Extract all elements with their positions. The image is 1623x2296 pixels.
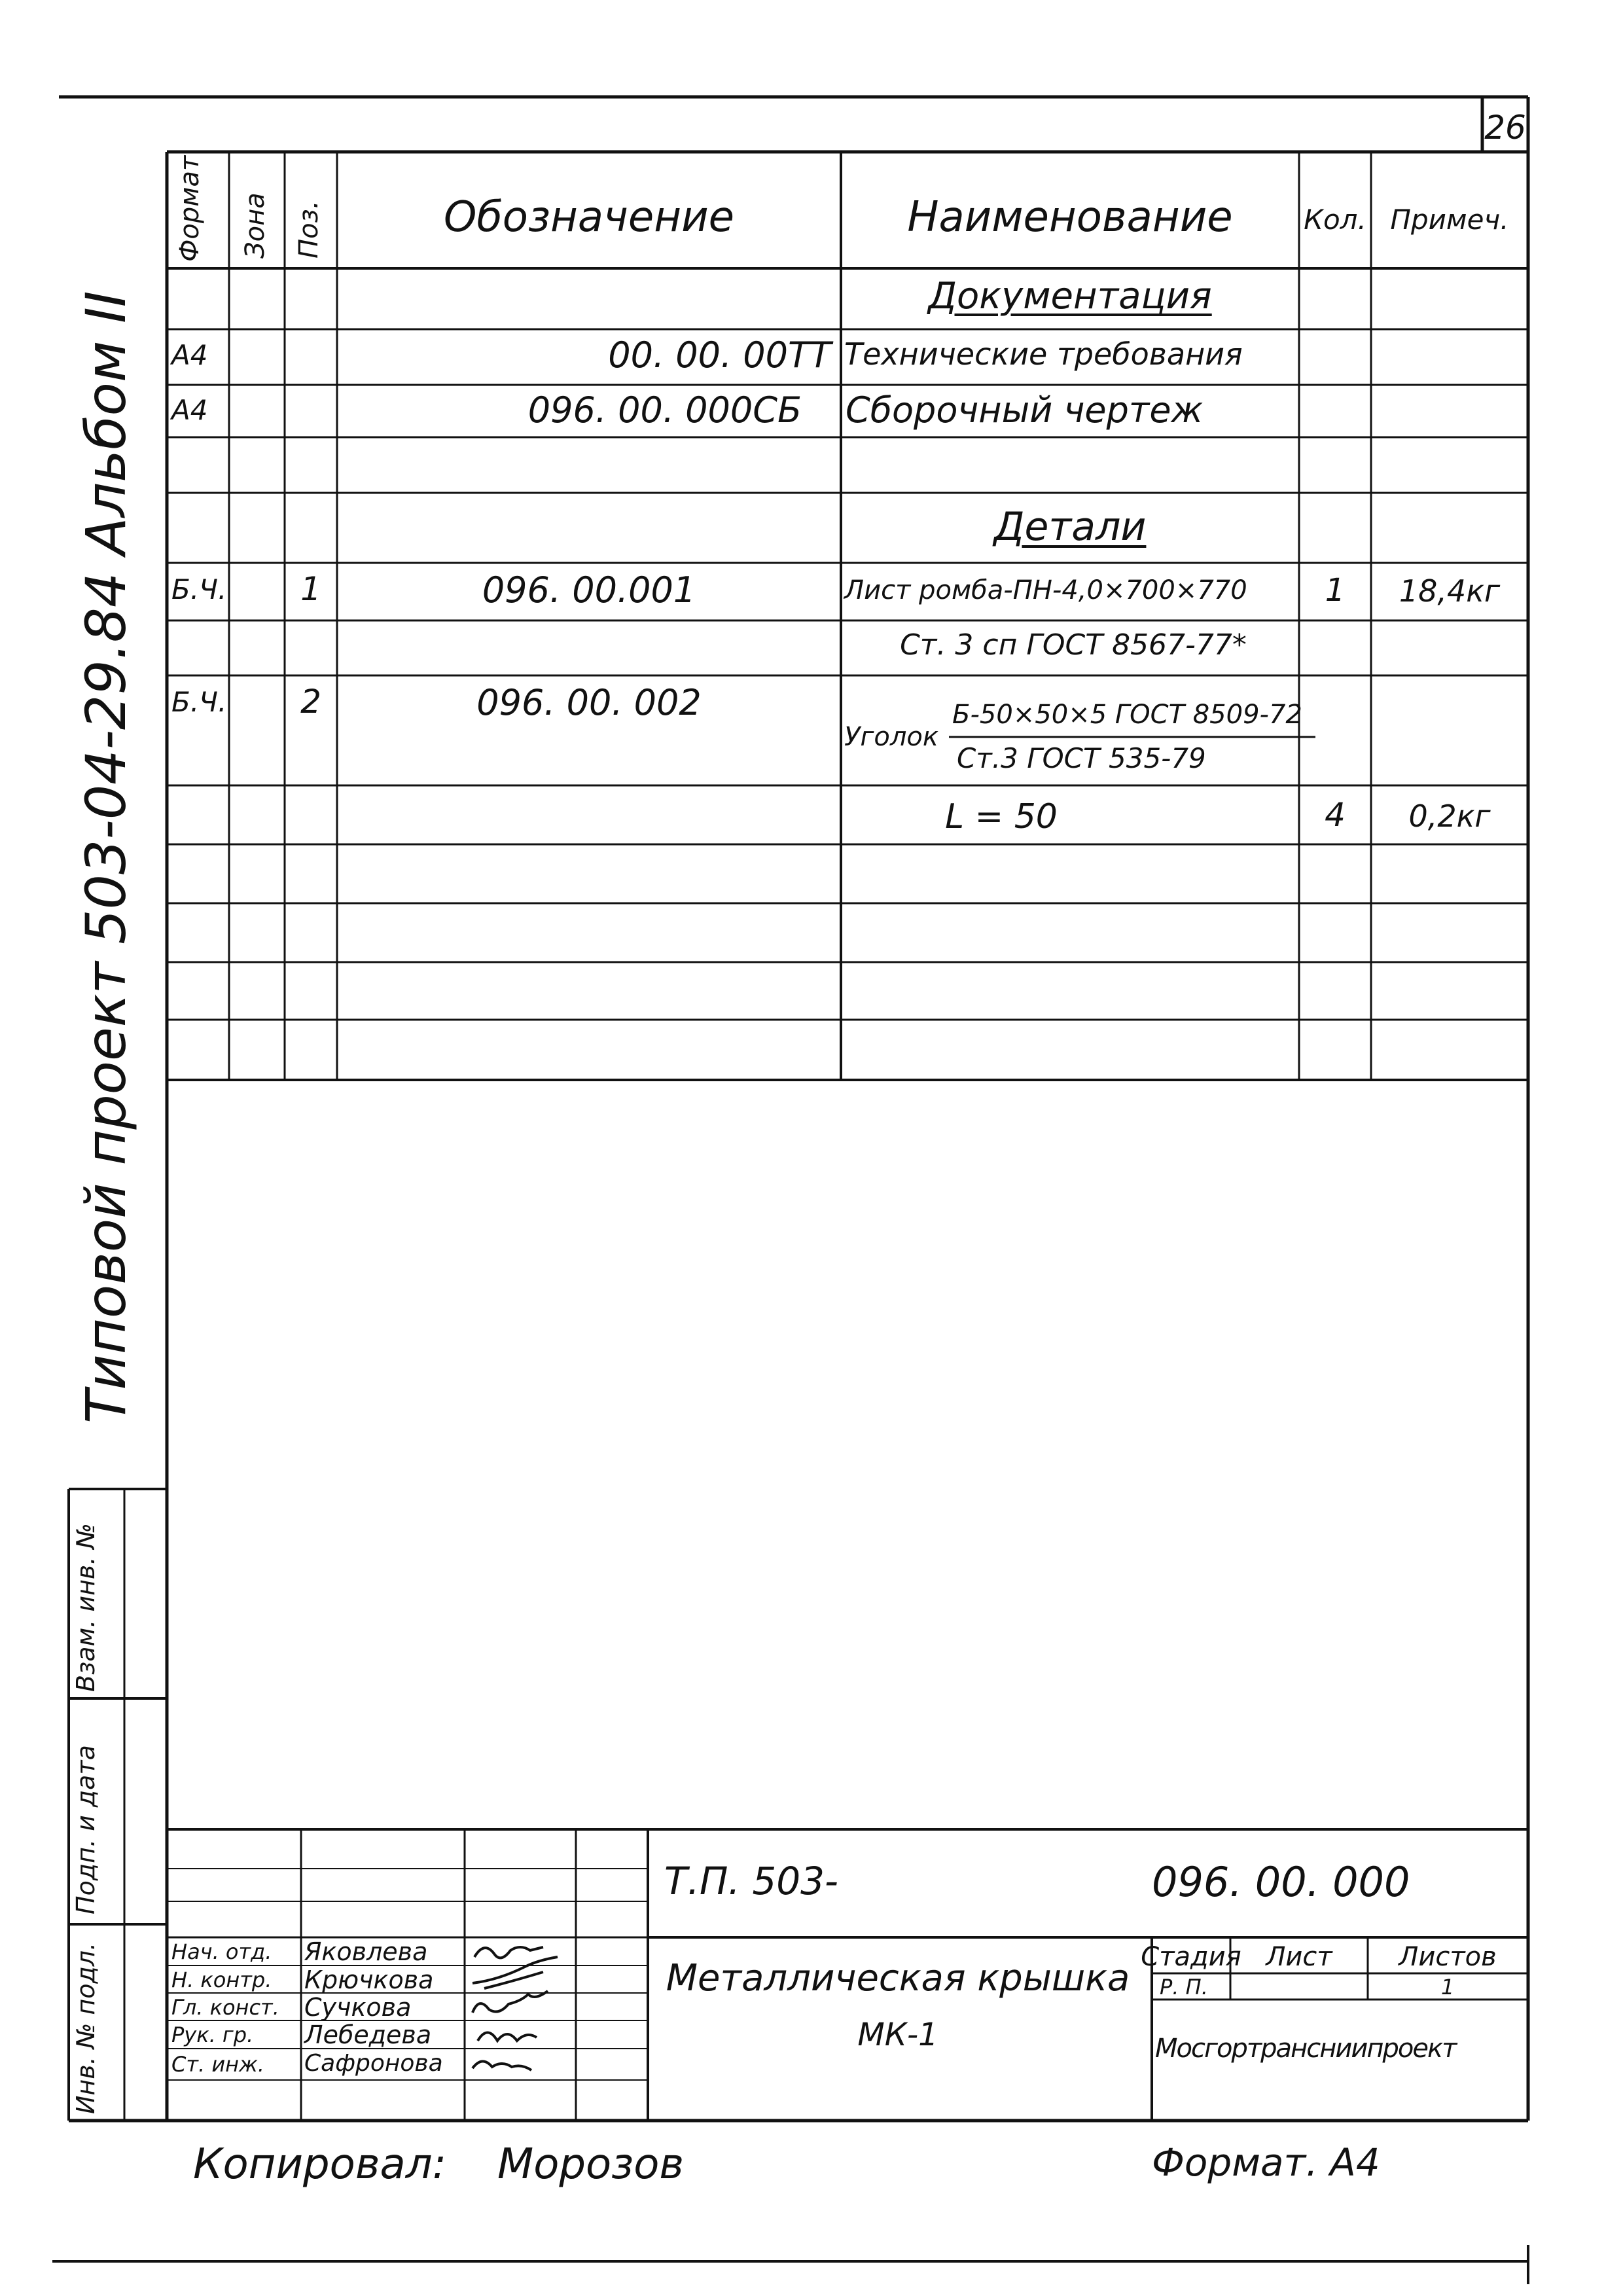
strip-sign-date: Подп. и дата bbox=[71, 1745, 100, 1914]
header-name: Наименование bbox=[907, 193, 1233, 242]
row-name: Сборочный чертеж bbox=[846, 389, 1204, 431]
copied-by: Морозов bbox=[497, 2140, 685, 2189]
stage-value: Р. П. bbox=[1160, 1975, 1208, 2000]
row-designation: 096. 00.001 bbox=[482, 569, 696, 611]
sheets-value: 1 bbox=[1440, 1975, 1455, 2000]
fraction-bottom: Ст.3 ГОСТ 535-79 bbox=[957, 742, 1206, 774]
sheets-label: Листов bbox=[1399, 1942, 1497, 1972]
row-format: А4 bbox=[171, 394, 208, 426]
row-format: А4 bbox=[171, 339, 208, 371]
row-format: Б.Ч. bbox=[171, 573, 227, 605]
person-role: Нач. отд. bbox=[171, 1939, 272, 1964]
sheet-label: Лист bbox=[1266, 1942, 1332, 1972]
person-role: Н. контр. bbox=[171, 1967, 272, 1992]
stage-label: Стадия bbox=[1141, 1942, 1241, 1972]
header-zone: Зона bbox=[240, 192, 270, 259]
assembly-designation: 096. 00. 000 bbox=[1152, 1858, 1410, 1906]
row-pos: 1 bbox=[300, 570, 321, 608]
project-code: Т.П. 503- bbox=[664, 1859, 838, 1903]
strip-replace-inv: Взам. инв. № bbox=[71, 1522, 100, 1692]
header-qty: Кол. bbox=[1304, 204, 1366, 236]
person-name: Сучкова bbox=[304, 1993, 412, 2022]
header-note: Примеч. bbox=[1390, 204, 1509, 236]
strip-inv-orig: Инв. № подл. bbox=[71, 1942, 100, 2114]
signature-scribble bbox=[473, 1991, 548, 2013]
person-role: Гл. конст. bbox=[171, 1995, 279, 2020]
row-qty: 1 bbox=[1325, 572, 1346, 609]
title-line1: Металлическая крышка bbox=[666, 1957, 1130, 2000]
signature-scribble bbox=[474, 1947, 543, 1958]
sheet-number: 26 bbox=[1484, 109, 1526, 147]
row-length: L = 50 bbox=[945, 797, 1058, 836]
header-designation: Обозначение bbox=[443, 193, 735, 242]
signature-scribble bbox=[473, 2061, 531, 2070]
row-name: Уголок bbox=[844, 722, 939, 752]
signature-scribble bbox=[478, 2033, 537, 2041]
row-designation: 096. 00. 000СБ bbox=[527, 389, 802, 431]
section-documentation: Документация bbox=[928, 275, 1212, 317]
person-name: Крючкова bbox=[304, 1965, 434, 1994]
side-caption: Типовой проект 503-04-29.84 Альбом II bbox=[74, 291, 138, 1424]
person-name: Яковлева bbox=[304, 1937, 428, 1966]
person-name: Лебедева bbox=[304, 2020, 432, 2049]
title-line2: МК-1 bbox=[857, 2017, 938, 2053]
header-pos: Поз. bbox=[294, 200, 324, 259]
row-name: Лист ромба-ПН-4,0×700×770 bbox=[844, 575, 1247, 605]
header-format: Формат bbox=[175, 155, 205, 262]
organization: Мосгортрансниипроект bbox=[1155, 2034, 1456, 2064]
row-qty: 4 bbox=[1325, 796, 1346, 834]
person-role: Ст. инж. bbox=[171, 2052, 265, 2077]
row-name: Технические требования bbox=[844, 336, 1243, 372]
row-material: Ст. 3 сп ГОСТ 8567-77* bbox=[900, 628, 1247, 662]
row-note: 18,4кг bbox=[1399, 573, 1501, 609]
format-label: Формат. А4 bbox=[1152, 2140, 1380, 2185]
row-pos: 2 bbox=[300, 683, 321, 721]
person-role: Рук. гр. bbox=[171, 2022, 254, 2047]
row-designation: 096. 00. 002 bbox=[476, 682, 702, 723]
row-note: 0,2кг bbox=[1408, 798, 1491, 834]
copied-label: Копировал: bbox=[193, 2140, 447, 2189]
section-details: Детали bbox=[993, 504, 1147, 550]
row-format: Б.Ч. bbox=[171, 686, 227, 718]
signature-scribble bbox=[473, 1957, 558, 1988]
person-name: Сафронова bbox=[304, 2050, 443, 2077]
row-designation: 00. 00. 00ТТ bbox=[608, 334, 831, 376]
fraction-top: Б-50×50×5 ГОСТ 8509-72 bbox=[952, 700, 1302, 730]
